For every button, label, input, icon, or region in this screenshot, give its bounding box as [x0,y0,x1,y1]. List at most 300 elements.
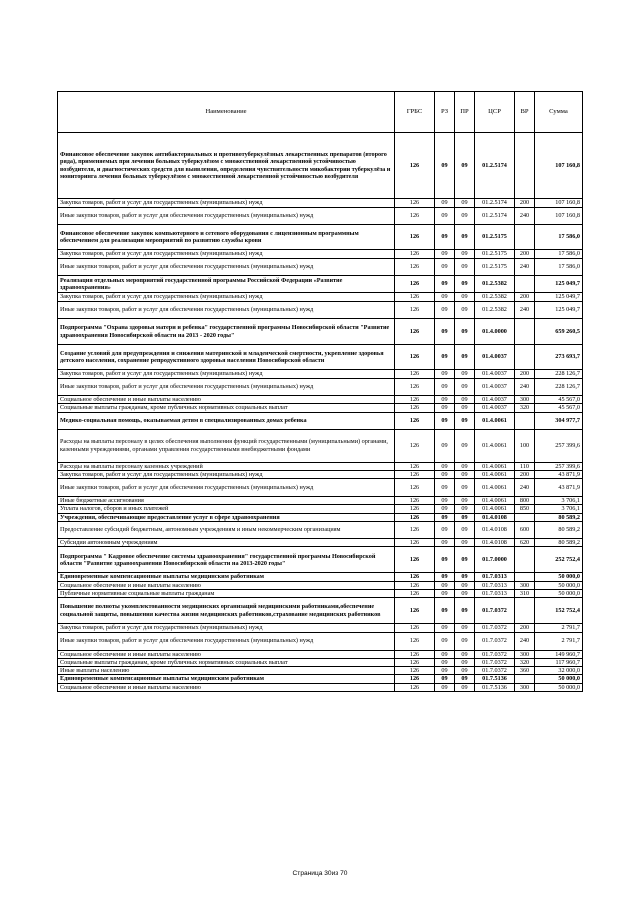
cell-rz: 09 [435,404,455,412]
table-row [58,522,583,539]
cell-sum: 125 049,7 [535,302,583,319]
cell-csr: 01.2.5175 [475,250,515,259]
cell-pr: 09 [455,513,475,521]
cell-vr: 300 [515,396,535,404]
cell-rz: 09 [435,250,455,259]
cell-sum: 43 871,9 [535,479,583,497]
cell-csr: 01.7.0313 [475,581,515,589]
cell-pr: 09 [455,539,475,547]
cell-name: Социальное обеспечение и иные выплаты населению [58,683,395,691]
cell-csr: 01.4.0061 [475,505,515,513]
cell-name: Учреждения, обеспечивающие предоставление услуг в сфере здравоохранения [58,513,395,521]
page-number: Страница 30из 70 [292,870,348,877]
cell-name: Финансовое обеспечение закупок антибактериальных и противотуберкулёзных лекарственных препаратов (второго ряда), применяемых при лечении больных туберкулёзом с множественной лекарственной устойчивостью возбудителя, и диагностических средств для выявления, определения чувствительности микобактерии туберкулёза и мониторинга лечения больных туберкулёзом с множественной лекарственной устойчивостью возбудителя [58,133,395,199]
cell-grbs: 126 [395,658,435,666]
header-name: Наименование [58,92,395,133]
table-row [58,667,583,675]
cell-vr: 200 [515,250,535,259]
cell-pr: 09 [455,396,475,404]
cell-csr: 01.2.5174 [475,208,515,225]
cell-rz: 09 [435,539,455,547]
cell-grbs: 126 [395,319,435,345]
cell-grbs: 126 [395,497,435,505]
cell-grbs: 126 [395,429,435,462]
cell-name: Закупка товаров, работ и услуг для государственных (муниципальных) нужд [58,293,395,302]
table-row [58,319,583,345]
cell-grbs: 126 [395,683,435,691]
cell-name: Публичные нормативные социальные выплаты гражданам [58,589,395,597]
cell-sum: 50 000,0 [535,675,583,683]
cell-rz: 09 [435,589,455,597]
cell-csr: 01.2.5382 [475,302,515,319]
cell-rz: 09 [435,259,455,276]
table-row [58,675,583,683]
cell-grbs: 126 [395,573,435,581]
cell-pr: 09 [455,650,475,658]
cell-vr: 620 [515,539,535,547]
cell-sum: 257 399,6 [535,429,583,462]
cell-rz: 09 [435,573,455,581]
cell-vr [515,319,535,345]
cell-sum: 125 049,7 [535,276,583,293]
cell-pr: 09 [455,581,475,589]
cell-name: Иные бюджетные ассигнования [58,497,395,505]
table-row [58,505,583,513]
cell-csr: 01.7.0372 [475,658,515,666]
cell-csr: 01.7.0372 [475,598,515,624]
table-row [58,412,583,429]
cell-grbs: 126 [395,396,435,404]
cell-csr: 01.7.0313 [475,589,515,597]
cell-sum: 80 589,2 [535,522,583,539]
cell-name: Социальные выплаты гражданам, кроме публичных нормативных социальных выплат [58,404,395,412]
cell-name: Повышение полноты укомплектованности медицинских организаций медицинскими работниками,обеспечение социальной защиты, повышения качества жизни медицинских работников,страхование медицинских работников [58,598,395,624]
table-row [58,250,583,259]
table-row [58,497,583,505]
cell-name: Социальные выплаты гражданам, кроме публичных нормативных социальных выплат [58,658,395,666]
cell-sum: 80 589,2 [535,513,583,521]
cell-vr: 240 [515,259,535,276]
cell-grbs: 126 [395,667,435,675]
cell-vr [515,598,535,624]
cell-pr: 09 [455,225,475,250]
cell-pr: 09 [455,199,475,208]
cell-csr: 01.4.0108 [475,539,515,547]
cell-pr: 09 [455,479,475,497]
cell-rz: 09 [435,412,455,429]
cell-csr: 01.4.0061 [475,412,515,429]
cell-vr: 310 [515,589,535,597]
cell-pr: 09 [455,675,475,683]
table-row [58,573,583,581]
cell-rz: 09 [435,429,455,462]
table-header-row [58,92,583,133]
cell-rz: 09 [435,624,455,632]
table-row [58,293,583,302]
table-row [58,650,583,658]
cell-pr: 09 [455,404,475,412]
cell-grbs: 126 [395,370,435,379]
cell-grbs: 126 [395,208,435,225]
cell-pr: 09 [455,462,475,470]
cell-grbs: 126 [395,276,435,293]
cell-vr [515,573,535,581]
cell-name: Расходы на выплаты персоналу в целях обеспечения выполнения функций государственными (муниципальными) органами, казенными учреждениями, органами управления государственными внебюджетными фондами [58,429,395,462]
cell-sum: 252 752,4 [535,547,583,573]
cell-sum: 45 567,0 [535,396,583,404]
cell-vr: 240 [515,302,535,319]
cell-vr: 200 [515,470,535,478]
table-row [58,624,583,632]
cell-csr: 01.4.0037 [475,396,515,404]
cell-grbs: 126 [395,650,435,658]
cell-name: Закупка товаров, работ и услуг для государственных (муниципальных) нужд [58,470,395,478]
cell-csr: 01.4.0000 [475,319,515,345]
cell-pr: 09 [455,302,475,319]
cell-name: Социальное обеспечение и иные выплаты населению [58,581,395,589]
cell-name: Закупка товаров, работ и услуг для государственных (муниципальных) нужд [58,250,395,259]
table-row [58,345,583,370]
cell-vr: 360 [515,667,535,675]
cell-vr [515,412,535,429]
cell-name: Иные закупки товаров, работ и услуг для обеспечения государственных (муниципальных) нужд [58,632,395,650]
cell-pr: 09 [455,250,475,259]
cell-pr: 09 [455,345,475,370]
table-row [58,598,583,624]
table-row [58,404,583,412]
cell-vr: 850 [515,505,535,513]
cell-sum: 45 567,0 [535,404,583,412]
header-rz: РЗ [435,92,455,133]
cell-pr: 09 [455,370,475,379]
header-csr: ЦСР [475,92,515,133]
cell-name: Единовременные компенсационные выплаты медицинским работникам [58,573,395,581]
cell-grbs: 126 [395,302,435,319]
cell-name: Закупка товаров, работ и услуг для государственных (муниципальных) нужд [58,199,395,208]
cell-rz: 09 [435,276,455,293]
cell-vr [515,133,535,199]
cell-vr: 200 [515,199,535,208]
cell-sum: 125 049,7 [535,293,583,302]
cell-vr: 110 [515,462,535,470]
cell-grbs: 126 [395,293,435,302]
cell-name: Иные выплаты населению [58,667,395,675]
cell-vr [515,547,535,573]
cell-csr: 01.7.0372 [475,632,515,650]
cell-grbs: 126 [395,133,435,199]
cell-grbs: 126 [395,225,435,250]
cell-rz: 09 [435,497,455,505]
cell-grbs: 126 [395,404,435,412]
cell-grbs: 126 [395,479,435,497]
cell-vr: 320 [515,658,535,666]
cell-grbs: 126 [395,598,435,624]
cell-sum: 107 160,8 [535,208,583,225]
table-row [58,370,583,379]
cell-name: Закупка товаров, работ и услуг для государственных (муниципальных) нужд [58,370,395,379]
cell-rz: 09 [435,199,455,208]
cell-sum: 50 000,0 [535,573,583,581]
cell-csr: 01.4.0061 [475,479,515,497]
cell-name: Предоставление субсидий бюджетным, автономным учреждениям и иным некоммерческим организациям [58,522,395,539]
cell-grbs: 126 [395,250,435,259]
cell-rz: 09 [435,505,455,513]
cell-pr: 09 [455,683,475,691]
budget-table [57,91,583,692]
cell-vr: 240 [515,632,535,650]
cell-pr: 09 [455,505,475,513]
table-row [58,513,583,521]
cell-csr: 01.7.0372 [475,667,515,675]
cell-name: Единовременные компенсационные выплаты медицинским работникам [58,675,395,683]
cell-grbs: 126 [395,345,435,370]
cell-sum: 17 586,0 [535,259,583,276]
cell-csr: 01.4.0037 [475,379,515,396]
table-row [58,581,583,589]
cell-vr: 200 [515,293,535,302]
cell-pr: 09 [455,412,475,429]
cell-sum: 107 160,8 [535,199,583,208]
cell-sum: 228 126,7 [535,370,583,379]
cell-sum: 149 960,7 [535,650,583,658]
table-row [58,470,583,478]
cell-rz: 09 [435,650,455,658]
cell-sum: 50 000,0 [535,683,583,691]
cell-rz: 09 [435,379,455,396]
cell-rz: 09 [435,133,455,199]
header-pr: ПР [455,92,475,133]
cell-rz: 09 [435,225,455,250]
cell-rz: 09 [435,675,455,683]
cell-pr: 09 [455,379,475,396]
cell-sum: 273 693,7 [535,345,583,370]
cell-pr: 09 [455,632,475,650]
cell-rz: 09 [435,462,455,470]
cell-csr: 01.4.0108 [475,513,515,521]
cell-vr: 200 [515,624,535,632]
cell-pr: 09 [455,624,475,632]
cell-rz: 09 [435,319,455,345]
cell-name: Создание условий для предупреждения и снижения материнской и младенческой смертности, укрепление здоровья детского населения, сохранение репродуктивного здоровья населения Новосибирской области [58,345,395,370]
cell-name: Субсидии автономным учреждениям [58,539,395,547]
cell-sum: 257 399,6 [535,462,583,470]
cell-rz: 09 [435,479,455,497]
table-row [58,658,583,666]
cell-sum: 2 791,7 [535,632,583,650]
cell-name: Медико-социальная помощь, оказываемая детям в специализированных домах ребенка [58,412,395,429]
cell-csr: 01.7.0372 [475,650,515,658]
cell-pr: 09 [455,598,475,624]
table-row [58,199,583,208]
cell-pr: 09 [455,208,475,225]
cell-name: Социальное обеспечение и иные выплаты населению [58,396,395,404]
cell-sum: 659 260,5 [535,319,583,345]
cell-csr: 01.7.0000 [475,547,515,573]
cell-vr: 240 [515,208,535,225]
table-row [58,208,583,225]
cell-name: Иные закупки товаров, работ и услуг для обеспечения государственных (муниципальных) нужд [58,302,395,319]
table-row [58,379,583,396]
cell-csr: 01.4.0061 [475,470,515,478]
cell-sum: 107 160,8 [535,133,583,199]
cell-csr: 01.4.0037 [475,370,515,379]
cell-rz: 09 [435,522,455,539]
cell-name: Подпрограмма " Кадровое обеспечение системы здравоохранения" государственной программы Новосибирской области "Развитие здравоохранения Новосибирской области на 2013-2020 годы" [58,547,395,573]
cell-grbs: 126 [395,522,435,539]
cell-rz: 09 [435,513,455,521]
cell-rz: 09 [435,470,455,478]
cell-pr: 09 [455,259,475,276]
cell-csr: 01.4.0061 [475,462,515,470]
cell-sum: 304 977,7 [535,412,583,429]
cell-pr: 09 [455,522,475,539]
cell-grbs: 126 [395,539,435,547]
cell-vr [515,345,535,370]
cell-name: Реализация отдельных мероприятий государственной программы Российской Федерации «Развитие здравоохранения» [58,276,395,293]
cell-name: Социальное обеспечение и иные выплаты населению [58,650,395,658]
cell-rz: 09 [435,632,455,650]
cell-csr: 01.4.0061 [475,497,515,505]
cell-rz: 09 [435,658,455,666]
cell-grbs: 126 [395,259,435,276]
cell-name: Иные закупки товаров, работ и услуг для обеспечения государственных (муниципальных) нужд [58,259,395,276]
cell-sum: 152 752,4 [535,598,583,624]
cell-csr: 01.2.5174 [475,133,515,199]
cell-csr: 01.2.5382 [475,293,515,302]
cell-sum: 43 871,9 [535,470,583,478]
table-row [58,479,583,497]
cell-name: Закупка товаров, работ и услуг для государственных (муниципальных) нужд [58,624,395,632]
cell-vr: 100 [515,429,535,462]
cell-csr: 01.4.0108 [475,522,515,539]
cell-sum: 117 960,7 [535,658,583,666]
cell-vr: 600 [515,522,535,539]
header-sum: Сумма [535,92,583,133]
cell-name: Иные закупки товаров, работ и услуг для обеспечения государственных (муниципальных) нужд [58,479,395,497]
cell-sum: 3 706,1 [535,497,583,505]
table-row [58,683,583,691]
cell-grbs: 126 [395,581,435,589]
cell-rz: 09 [435,293,455,302]
cell-pr: 09 [455,470,475,478]
cell-sum: 3 706,1 [535,505,583,513]
cell-pr: 09 [455,658,475,666]
cell-csr: 01.2.5175 [475,225,515,250]
cell-rz: 09 [435,396,455,404]
table-row [58,589,583,597]
cell-csr: 01.4.0037 [475,404,515,412]
cell-pr: 09 [455,547,475,573]
cell-csr: 01.4.0061 [475,429,515,462]
cell-rz: 09 [435,667,455,675]
cell-rz: 09 [435,208,455,225]
cell-grbs: 126 [395,632,435,650]
table-row [58,547,583,573]
cell-grbs: 126 [395,675,435,683]
cell-vr: 800 [515,497,535,505]
cell-csr: 01.7.5136 [475,683,515,691]
cell-sum: 32 000,0 [535,667,583,675]
cell-grbs: 126 [395,412,435,429]
cell-vr [515,513,535,521]
cell-sum: 50 000,0 [535,581,583,589]
cell-grbs: 126 [395,462,435,470]
cell-sum: 80 589,2 [535,539,583,547]
cell-rz: 09 [435,598,455,624]
header-grbs: ГРБС [395,92,435,133]
cell-grbs: 126 [395,505,435,513]
cell-rz: 09 [435,302,455,319]
header-vr: ВР [515,92,535,133]
cell-rz: 09 [435,547,455,573]
table-row [58,259,583,276]
cell-vr: 240 [515,479,535,497]
table-row [58,632,583,650]
cell-csr: 01.2.5174 [475,199,515,208]
cell-csr: 01.7.0313 [475,573,515,581]
cell-name: Расходы на выплаты персоналу казенных учреждений [58,462,395,470]
cell-name: Иные закупки товаров, работ и услуг для обеспечения государственных (муниципальных) нужд [58,379,395,396]
cell-grbs: 126 [395,547,435,573]
cell-csr: 01.7.5136 [475,675,515,683]
cell-vr [515,675,535,683]
table-body [58,133,583,692]
table-row [58,276,583,293]
table-row [58,225,583,250]
cell-name: Финансовое обеспечение закупок компьютерного и сетевого оборудования с лицензионным программным обеспечением для реализации мероприятий по развитию службы крови [58,225,395,250]
cell-vr: 200 [515,370,535,379]
cell-name: Подпрограмма "Охрана здоровья матери и ребенка" государственной программы Новосибирской области "Развитие здравоохранения Новосибирской области на 2013 - 2020 годы" [58,319,395,345]
cell-pr: 09 [455,319,475,345]
cell-pr: 09 [455,293,475,302]
cell-csr: 01.2.5175 [475,259,515,276]
cell-rz: 09 [435,370,455,379]
table-row [58,539,583,547]
cell-grbs: 126 [395,379,435,396]
cell-name: Иные закупки товаров, работ и услуг для обеспечения государственных (муниципальных) нужд [58,208,395,225]
cell-grbs: 126 [395,470,435,478]
cell-grbs: 126 [395,589,435,597]
table-row [58,133,583,199]
table-row [58,429,583,462]
cell-sum: 2 791,7 [535,624,583,632]
cell-rz: 09 [435,683,455,691]
cell-pr: 09 [455,667,475,675]
cell-csr: 01.4.0037 [475,345,515,370]
cell-sum: 17 586,0 [535,250,583,259]
cell-vr: 320 [515,404,535,412]
cell-pr: 09 [455,429,475,462]
cell-csr: 01.7.0372 [475,624,515,632]
cell-rz: 09 [435,345,455,370]
cell-vr: 300 [515,581,535,589]
cell-name: Уплата налогов, сборов и иных платежей [58,505,395,513]
cell-pr: 09 [455,133,475,199]
table-row [58,396,583,404]
cell-rz: 09 [435,581,455,589]
cell-grbs: 126 [395,513,435,521]
cell-pr: 09 [455,276,475,293]
cell-sum: 50 000,0 [535,589,583,597]
cell-vr [515,225,535,250]
cell-grbs: 126 [395,624,435,632]
cell-vr: 300 [515,683,535,691]
cell-pr: 09 [455,573,475,581]
cell-vr [515,276,535,293]
cell-pr: 09 [455,589,475,597]
cell-vr: 300 [515,650,535,658]
cell-csr: 01.2.5382 [475,276,515,293]
